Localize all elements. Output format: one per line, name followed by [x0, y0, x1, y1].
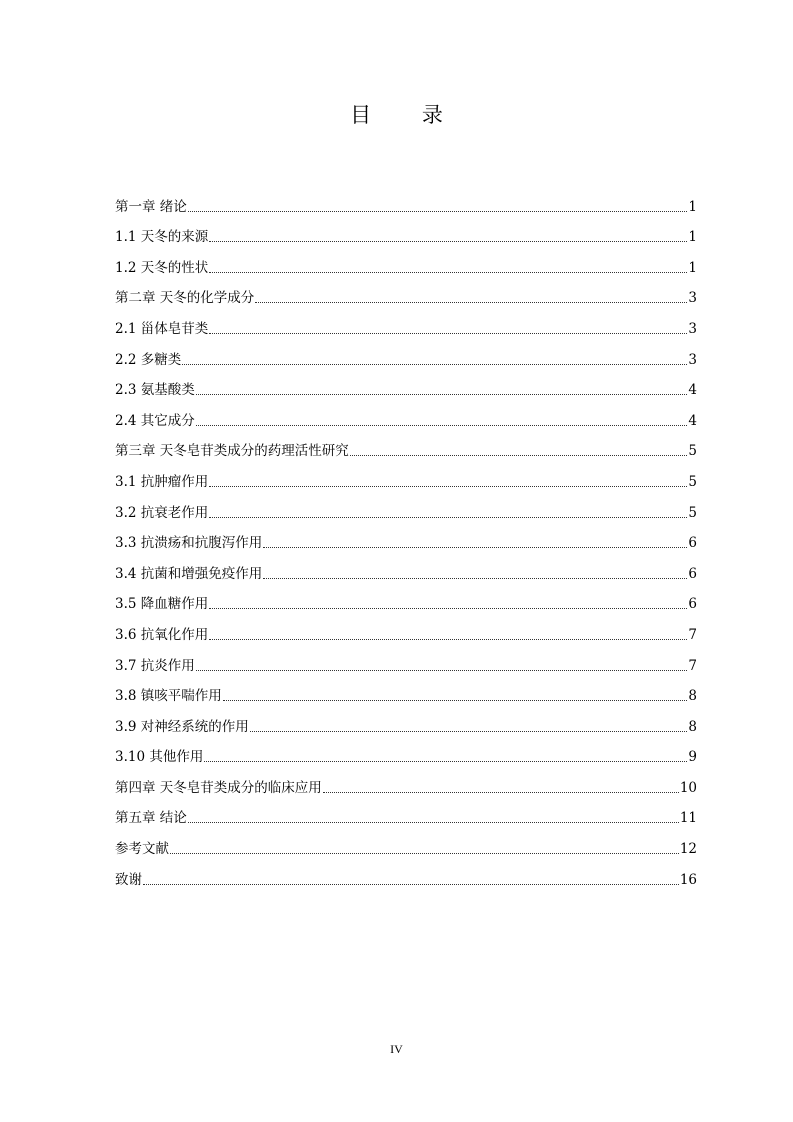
toc-entry-label: 2.1 甾体皂苷类 — [115, 320, 209, 337]
toc-entry-page-number: 12 — [679, 841, 697, 858]
toc-dot-leader — [209, 323, 687, 334]
toc-entry-page-number: 3 — [688, 320, 697, 337]
toc-dot-leader — [209, 507, 687, 518]
toc-dot-leader — [188, 812, 679, 823]
toc-entry[interactable] — [115, 826, 697, 857]
toc-entry[interactable] — [115, 521, 697, 552]
toc-entry-label: 3.7 抗炎作用 — [115, 657, 195, 674]
toc-entry-page-number: 10 — [679, 779, 697, 796]
toc-entry[interactable] — [115, 490, 697, 521]
toc-entry-page-number: 1 — [688, 229, 697, 246]
toc-dot-leader — [188, 201, 688, 212]
toc-entry-page-number: 5 — [688, 504, 697, 521]
toc-entry-page-number: 11 — [679, 810, 697, 827]
toc-entry-page-number: 1 — [688, 198, 697, 215]
toc-entry-label: 3.2 抗衰老作用 — [115, 504, 209, 521]
toc-entry-page-number: 6 — [688, 535, 697, 552]
toc-dot-leader — [196, 660, 688, 671]
toc-entry[interactable] — [115, 245, 697, 276]
toc-entry-label: 3.4 抗菌和增强免疫作用 — [115, 565, 263, 582]
toc-entry[interactable] — [115, 459, 697, 490]
toc-entry-label: 3.5 降血糖作用 — [115, 596, 209, 613]
toc-dot-leader — [350, 445, 688, 456]
toc-entry[interactable] — [115, 276, 697, 307]
toc-entry-label: 参考文献 — [115, 841, 169, 858]
toc-entry-page-number: 5 — [688, 443, 697, 460]
toc-dot-leader — [209, 262, 687, 273]
toc-dot-leader — [196, 415, 688, 426]
toc-entry-page-number: 7 — [688, 626, 697, 643]
toc-dot-leader — [255, 292, 687, 303]
toc-entry[interactable] — [115, 796, 697, 827]
page-title: 目 录 — [350, 103, 465, 127]
toc-entry[interactable] — [115, 306, 697, 337]
toc-entry-page-number: 8 — [688, 688, 697, 705]
toc-dot-leader — [196, 384, 688, 395]
toc-entry-page-number: 1 — [688, 259, 697, 276]
toc-entry-page-number: 6 — [688, 565, 697, 582]
toc-entry-label: 3.8 镇咳平喘作用 — [115, 688, 222, 705]
toc-entry[interactable] — [115, 215, 697, 246]
toc-entry-label: 第二章 天冬的化学成分 — [115, 290, 255, 307]
toc-dot-leader — [182, 354, 687, 365]
toc-entry-page-number: 7 — [688, 657, 697, 674]
toc-entry[interactable] — [115, 704, 697, 735]
toc-entry[interactable] — [115, 674, 697, 705]
toc-dot-leader — [170, 843, 679, 854]
table-of-contents — [115, 184, 697, 888]
toc-entry-label: 2.3 氨基酸类 — [115, 382, 195, 399]
toc-entry-label: 3.1 抗肿瘤作用 — [115, 473, 209, 490]
toc-entry-label: 致谢 — [115, 871, 142, 888]
toc-dot-leader — [223, 690, 688, 701]
toc-entry-page-number: 3 — [688, 290, 697, 307]
toc-dot-leader — [209, 598, 687, 609]
toc-entry[interactable] — [115, 643, 697, 674]
toc-entry[interactable] — [115, 582, 697, 613]
toc-dot-leader — [250, 721, 688, 732]
toc-entry[interactable] — [115, 551, 697, 582]
toc-entry-label: 第五章 结论 — [115, 810, 187, 827]
toc-dot-leader — [209, 231, 687, 242]
toc-dot-leader — [263, 568, 687, 579]
toc-entry-label: 第四章 天冬皂苷类成分的临床应用 — [115, 779, 322, 796]
toc-entry-page-number: 3 — [688, 351, 697, 368]
toc-entry[interactable] — [115, 429, 697, 460]
toc-entry-label: 3.9 对神经系统的作用 — [115, 718, 249, 735]
toc-entry[interactable] — [115, 735, 697, 766]
toc-entry-label: 第三章 天冬皂苷类成分的药理活性研究 — [115, 443, 349, 460]
toc-entry-label: 3.3 抗溃疡和抗腹泻作用 — [115, 535, 263, 552]
toc-entry[interactable] — [115, 765, 697, 796]
toc-entry-label: 2.2 多糖类 — [115, 351, 182, 368]
toc-entry-page-number: 8 — [688, 718, 697, 735]
toc-dot-leader — [209, 629, 687, 640]
toc-entry[interactable] — [115, 184, 697, 215]
toc-entry-label: 3.10 其他作用 — [115, 749, 204, 766]
toc-entry[interactable] — [115, 368, 697, 399]
toc-entry-label: 1.2 天冬的性状 — [115, 259, 209, 276]
toc-entry-label: 1.1 天冬的来源 — [115, 229, 209, 246]
toc-dot-leader — [263, 537, 687, 548]
page-number: IV — [390, 1042, 403, 1056]
toc-entry-page-number: 16 — [679, 871, 697, 888]
toc-entry-page-number: 9 — [688, 749, 697, 766]
toc-dot-leader — [209, 476, 687, 487]
toc-entry[interactable] — [115, 398, 697, 429]
toc-entry-page-number: 5 — [688, 473, 697, 490]
toc-entry-page-number: 6 — [688, 596, 697, 613]
toc-entry-label: 3.6 抗氧化作用 — [115, 626, 209, 643]
toc-entry[interactable] — [115, 337, 697, 368]
toc-dot-leader — [143, 874, 679, 885]
toc-entry-page-number: 4 — [688, 412, 697, 429]
toc-dot-leader — [323, 782, 679, 793]
toc-entry-page-number: 4 — [688, 382, 697, 399]
toc-entry[interactable] — [115, 612, 697, 643]
toc-entry[interactable] — [115, 857, 697, 888]
toc-entry-label: 2.4 其它成分 — [115, 412, 195, 429]
toc-dot-leader — [204, 751, 687, 762]
toc-entry-label: 第一章 绪论 — [115, 198, 187, 215]
